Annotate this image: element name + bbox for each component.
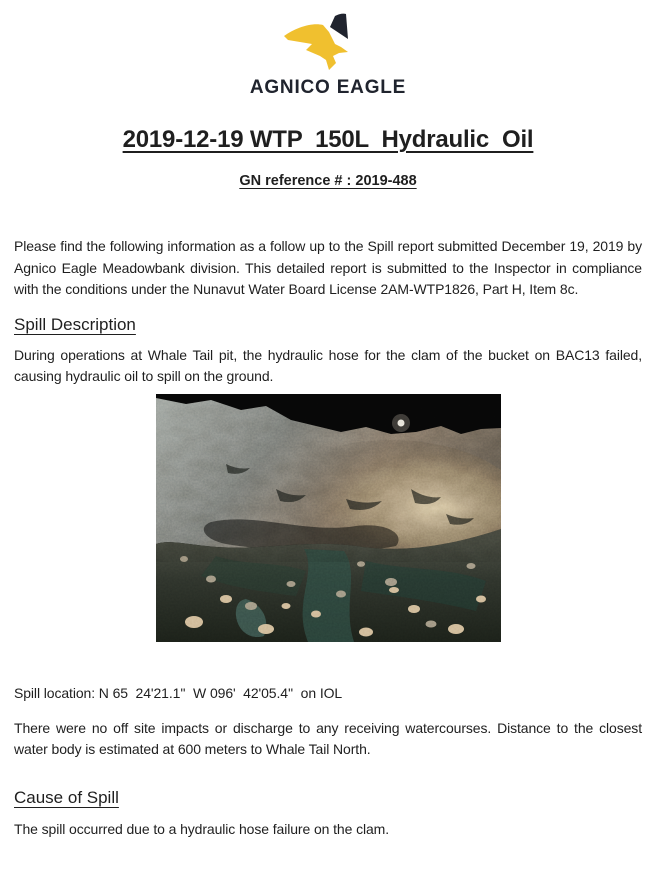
section-heading-cause-of-spill: Cause of Spill bbox=[14, 787, 119, 807]
eagle-icon bbox=[280, 13, 376, 75]
cause-paragraph: The spill occurred due to a hydraulic hose failure on the clam. bbox=[14, 820, 390, 837]
impacts-paragraph: There were no off site impacts or discharge to any receiving watercourses. Distance to the closest water body is estimated at 600 meters to Whale Tail North. bbox=[14, 719, 642, 757]
document-title: 2019-12-19 WTP 150L Hydraulic Oil bbox=[122, 126, 534, 153]
section-heading-spill-description: Spill Description bbox=[14, 314, 136, 334]
photo-container bbox=[14, 394, 642, 642]
spill-location-line: Spill location: N 65 24'21.1'' W 096' 42'05.4'' on IOL bbox=[14, 684, 343, 701]
spill-site-night-photo bbox=[156, 394, 501, 642]
intro-paragraph: Please find the following information as a follow up to the Spill report submitted December 19, 2019 by Agnico Eagle Meadowbank division. This detailed report is submitted to the Inspector in compliance with the conditions under the Nunavut Water Board License 2AM-WTP1826, Part H, Item 8c. bbox=[14, 238, 642, 297]
agnico-eagle-logo bbox=[14, 13, 642, 99]
spill-description-paragraph: During operations at Whale Tail pit, the hydraulic hose for the clam of the bucket on BAC13 failed, causing hydraulic oil to spill on the ground. bbox=[14, 346, 642, 384]
brand-name: AGNICO EAGLE bbox=[249, 77, 407, 98]
gn-reference: GN reference # : 2019-488 bbox=[239, 173, 417, 189]
